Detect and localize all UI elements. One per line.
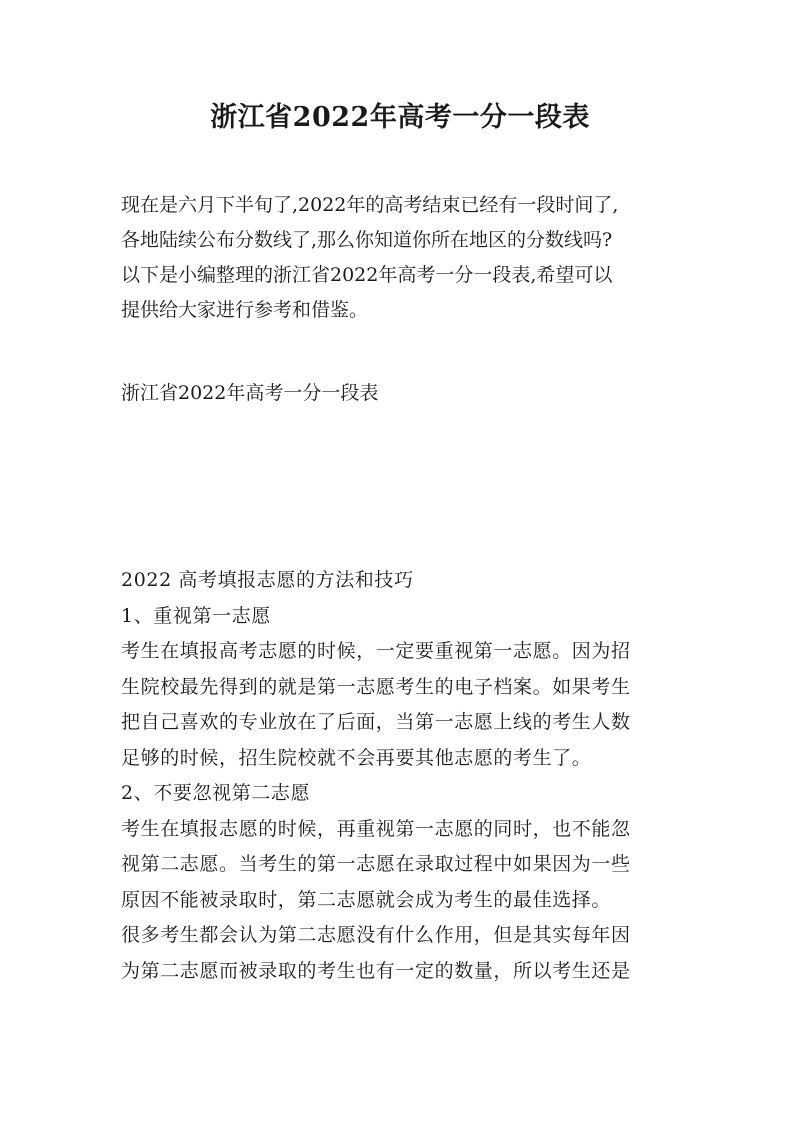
intro-line: 现在是六月下半旬了,2022年的高考结束已经有一段时间了, [121, 194, 619, 216]
intro-paragraph [121, 188, 687, 328]
tip-body-line: 考生在填报高考志愿的时候，一定要重视第一志愿。因为招 [121, 640, 631, 662]
tip-item-heading: 2、不要忽视第二志愿 [121, 782, 311, 804]
section-subheading: 浙江省2022年高考一分一段表 [121, 382, 379, 404]
tips-section [121, 563, 687, 989]
intro-line: 以下是小编整理的浙江省2022年高考一分一段表,希望可以 [121, 264, 613, 286]
tip-body-line: 为第二志愿而被录取的考生也有一定的数量，所以考生还是 [121, 959, 631, 982]
tip-body-line: 足够的时候，招生院校就不会再要其他志愿的考生了。 [121, 746, 592, 769]
tips-heading: 2022 高考填报志愿的方法和技巧 [121, 569, 414, 591]
tip-body-line: 原因不能被录取时，第二志愿就会成为考生的最佳选择。 [121, 888, 612, 911]
document-title: 浙江省2022年高考一分一段表 [210, 102, 590, 133]
tip-body-line: 生院校最先得到的就是第一志愿考生的电子档案。如果考生 [121, 675, 631, 698]
tip-body-line: 考生在填报志愿的时候，再重视第一志愿的同时，也不能忽 [121, 817, 631, 840]
tip-body-line: 把自己喜欢的专业放在了后面，当第一志愿上线的考生人数 [121, 711, 631, 733]
tip-body-line: 视第二志愿。当考生的第一志愿在录取过程中如果因为一些 [121, 853, 631, 875]
tip-item-heading: 1、重视第一志愿 [121, 604, 271, 627]
intro-line: 各地陆续公布分数线了,那么你知道你所在地区的分数线吗? [121, 229, 613, 251]
tip-body-line: 很多考生都会认为第二志愿没有什么作用，但是其实每年因 [121, 924, 631, 946]
intro-line: 提供给大家进行参考和借鉴。 [121, 299, 369, 321]
